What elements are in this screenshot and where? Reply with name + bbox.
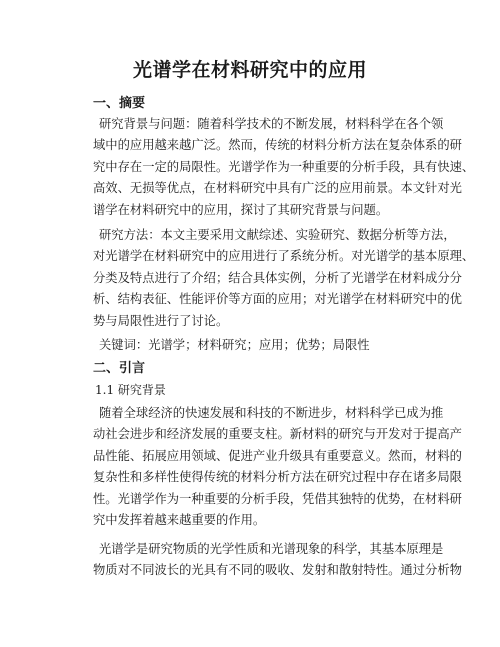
paragraph-line: 域中的应用越来越广泛。然而，传统的材料分析方法在复杂体系的研 [93, 138, 462, 153]
paragraph-line: 究中发挥着越来越重要的作用。 [93, 513, 266, 528]
section-heading-abstract: 一、摘要 [93, 96, 146, 111]
keywords-line [93, 335, 419, 356]
abstract-method-paragraph [93, 225, 475, 332]
paragraph-line: 性。光谱学作为一种重要的分析手段，凭借其独特的优势，在材料研 [93, 491, 462, 506]
paragraph-line: 动社会进步和经济发展的重要支柱。新材料的研究与开发对于提高产 [93, 427, 462, 442]
paragraph-line: 随着全球经济的快速发展和科技的不断进步，材料科学已成为推 [99, 406, 444, 420]
paragraph-line: 物质对不同波长的光具有不同的吸收、发射和散射特性。通过分析物 [93, 563, 462, 578]
paragraph-line: 研究方法：本文主要采用文献综述、实验研究、数据分析等方法， [99, 228, 456, 242]
paragraph-line: 谱学在材料研究中的应用，探讨了其研究背景与问题。 [93, 202, 389, 217]
abstract-background-paragraph [93, 114, 475, 221]
paragraph-line: 势与局限性进行了讨论。 [93, 313, 229, 328]
intro-background-paragraph [93, 403, 462, 531]
intro-spectroscopy-paragraph [93, 539, 462, 582]
paragraph-line: 研究背景与问题：随着科学技术的不断发展，材料科学在各个领 [99, 117, 444, 131]
paragraph-line: 复杂性和多样性使得传统的材料分析方法在研究过程中存在诸多局限 [93, 470, 462, 485]
paragraph-line: 究中存在一定的局限性。光谱学作为一种重要的分析手段，具有快速、 [93, 159, 475, 174]
section-heading-intro: 二、引言 [93, 361, 146, 376]
subsection-heading-background: 1.1 研究背景 [95, 383, 166, 397]
paragraph-line: 高效、无损等优点，在材料研究中具有广泛的应用前景。本文针对光 [93, 181, 462, 196]
paragraph-line: 对光谱学在材料研究中的应用进行了系统分析。对光谱学的基本原理、 [93, 249, 475, 264]
paragraph-line: 品性能、拓展应用领域、促进产业升级具有重要意义。然而，材料的 [93, 448, 462, 463]
paragraph-line: 光谱学是研究物质的光学性质和光谱现象的科学，其基本原理是 [99, 542, 444, 556]
paragraph-line: 析、结构表征、性能评价等方面的应用；对光谱学在材料研究中的优 [93, 292, 462, 307]
keywords-text: 关键词：光谱学；材料研究；应用；优势；局限性 [99, 338, 370, 352]
document-title: 光谱学在材料研究中的应用 [132, 59, 367, 81]
paragraph-line: 分类及特点进行了介绍；结合具体实例，分析了光谱学在材料成分分 [93, 270, 462, 285]
